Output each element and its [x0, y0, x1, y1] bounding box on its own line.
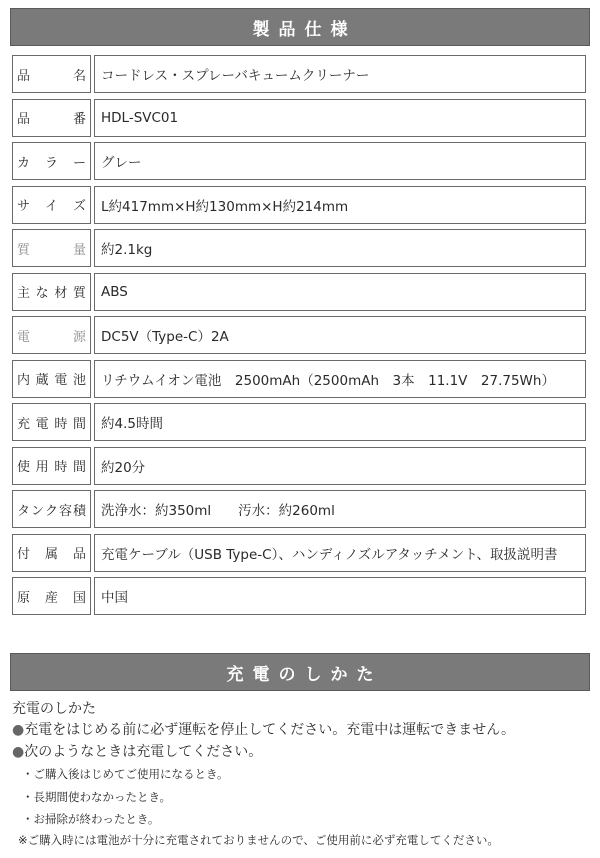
spec-label-char: 材 [54, 286, 68, 301]
spec-value: 約2.1kg [94, 229, 586, 267]
spec-label [12, 403, 91, 441]
spec-label-char: イ [44, 199, 58, 214]
spec-label [12, 534, 91, 572]
spec-row [12, 229, 586, 267]
spec-label-text [17, 108, 86, 127]
charge-sub-item: ・ご購入後はじめてご使用になるとき。 [22, 767, 229, 781]
spec-section-title: 製品仕様 [252, 19, 357, 40]
spec-label [12, 55, 91, 93]
charge-section-title: 充電のしかた [226, 664, 383, 685]
spec-row [12, 186, 586, 224]
spec-label-char: カ [17, 155, 31, 171]
spec-label-char: 積 [72, 503, 86, 519]
spec-label-text [17, 282, 86, 301]
spec-value: ABS [94, 273, 586, 311]
bullet-icon: ● [12, 744, 25, 760]
charge-sub-item: ・長期間使わなかったとき。 [22, 790, 172, 804]
spec-label [12, 577, 91, 615]
spec-label-char: タ [17, 503, 31, 519]
spec-value: 中国 [94, 577, 586, 615]
spec-label-char: 時 [54, 416, 68, 432]
spec-label-char: 品 [72, 547, 86, 562]
spec-value: 約20分 [94, 447, 586, 485]
spec-label-char: な [35, 286, 49, 301]
spec-label-char: 用 [35, 460, 49, 475]
spec-label-char: 容 [58, 503, 72, 519]
spec-label-char: 属 [44, 547, 58, 562]
spec-label [12, 142, 91, 180]
spec-value: 充電ケーブル（USB Type-C）、ハンディノズルアタッチメント、取扱説明書 [94, 534, 586, 572]
charge-heading: 充電のしかた [12, 701, 96, 717]
spec-label-text [17, 456, 86, 475]
spec-label-char: 時 [54, 460, 68, 475]
spec-row [12, 534, 586, 572]
spec-label-text [17, 413, 86, 432]
charge-section-header [10, 653, 590, 691]
charge-note: ※ご購入時には電池が十分に充電されておりませんので、ご使用前に必ず充電してください。 [18, 833, 499, 847]
spec-label-char: 電 [54, 373, 68, 388]
spec-value: コードレス・スプレーバキュームクリーナー [94, 55, 586, 93]
spec-label-char: 使 [17, 460, 31, 475]
spec-row [12, 99, 586, 137]
spec-value: L約417mm×H約130mm×H約214mm [94, 186, 586, 224]
spec-label [12, 447, 91, 485]
spec-label-char: 主 [17, 286, 31, 301]
spec-value: リチウムイオン電池 2500mAh（2500mAh 3本 11.1V 27.75Wh） [94, 360, 586, 398]
spec-label-char: 量 [72, 242, 86, 258]
spec-label-char: 品 [17, 112, 31, 127]
charge-sub-item: ・お掃除が終わったとき。 [22, 812, 160, 826]
charge-bullet-stop-text: 充電をはじめる前に必ず運転を停止してください。充電中は運転できません。 [24, 722, 516, 738]
spec-label-char: 産 [44, 590, 58, 606]
spec-label [12, 186, 91, 224]
spec-label-char: 質 [72, 286, 86, 301]
spec-label-text [17, 326, 86, 345]
spec-label-text [17, 587, 86, 606]
spec-row [12, 447, 586, 485]
spec-label-char: 間 [72, 416, 86, 432]
spec-label-char: 番 [72, 112, 86, 127]
spec-label-char: ン [30, 503, 44, 519]
spec-label [12, 99, 91, 137]
spec-value: 洗浄水：約350ml 汚水：約260ml [94, 490, 586, 528]
spec-label-char: 内 [17, 373, 31, 388]
spec-label-char: ラ [44, 155, 58, 171]
spec-label-text [17, 239, 86, 258]
spec-label [12, 360, 91, 398]
spec-label-char: 国 [72, 590, 86, 606]
spec-row [12, 360, 586, 398]
spec-label-text [17, 65, 86, 84]
spec-label-char: 間 [72, 460, 86, 475]
spec-label-char: 名 [72, 68, 86, 84]
spec-label-char: 電 [17, 329, 31, 345]
bullet-icon: ● [12, 722, 25, 738]
spec-value: グレー [94, 142, 586, 180]
spec-label-char: 充 [17, 416, 31, 432]
spec-section-header [10, 8, 590, 46]
spec-label-char: 源 [72, 329, 86, 345]
charge-bullet-stop [12, 719, 590, 739]
charge-bullet-when-text: 次のようなときは充電してください。 [24, 744, 263, 760]
spec-label-text [17, 543, 86, 562]
spec-value: HDL-SVC01 [94, 99, 586, 137]
spec-label [12, 273, 91, 311]
spec-row [12, 490, 586, 528]
spec-label-char: 蔵 [35, 373, 49, 388]
spec-label-char: 品 [17, 68, 31, 84]
spec-label-char: 質 [17, 242, 31, 258]
spec-label-char: サ [17, 199, 31, 214]
spec-value: 約4.5時間 [94, 403, 586, 441]
spec-value: DC5V（Type-C）2A [94, 316, 586, 354]
spec-label-text [17, 195, 86, 214]
spec-row [12, 316, 586, 354]
spec-label-char: 付 [17, 547, 31, 562]
charge-bullet-when [12, 741, 590, 761]
spec-row [12, 55, 586, 93]
spec-row [12, 403, 586, 441]
spec-row [12, 577, 586, 615]
spec-label-char: ー [72, 155, 86, 171]
spec-label-char: ク [44, 503, 58, 519]
spec-row [12, 273, 586, 311]
spec-label [12, 229, 91, 267]
spec-label-char: ズ [72, 199, 86, 214]
spec-label-char: 原 [17, 590, 31, 606]
spec-label [12, 490, 91, 528]
spec-label-text [17, 369, 86, 388]
spec-label-text [17, 500, 86, 519]
spec-label-text [17, 152, 86, 171]
spec-label-char: 池 [72, 373, 86, 388]
spec-label [12, 316, 91, 354]
spec-row [12, 142, 586, 180]
spec-label-char: 電 [35, 416, 49, 432]
